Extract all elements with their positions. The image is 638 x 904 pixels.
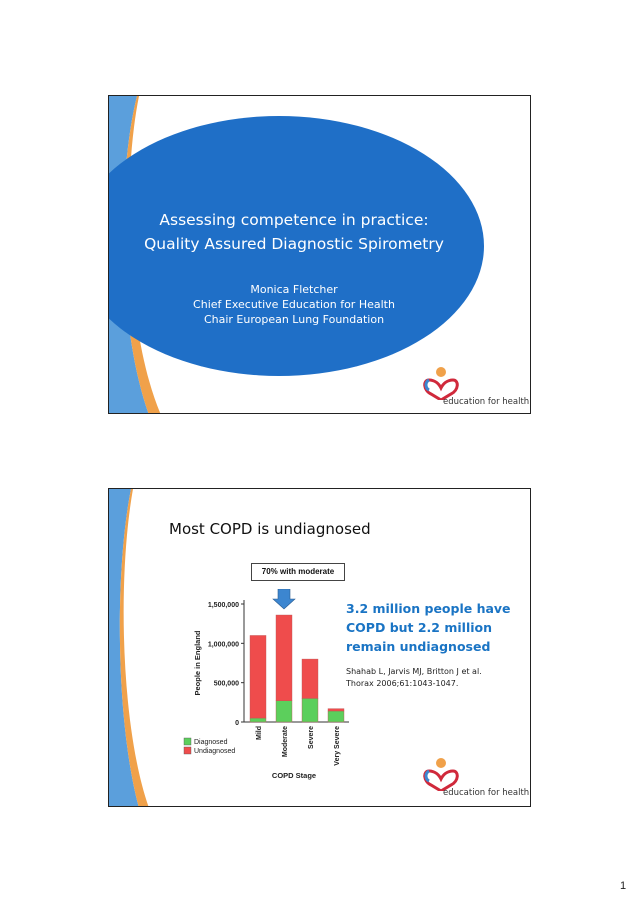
highlight-line-2: COPD but 2.2 million — [346, 620, 493, 635]
y-axis-label: People in England — [193, 630, 202, 696]
citation-line-1: Shahab L, Jarvis MJ, Britton J et al. — [346, 667, 482, 676]
y-tick-label: 1,500,000 — [207, 602, 239, 609]
slide-title: Most COPD is undiagnosed — [169, 520, 371, 538]
logo-text: education for health — [443, 788, 530, 798]
highlight-line-1: 3.2 million people have — [346, 601, 511, 616]
bar-diagnosed-severe — [302, 698, 318, 722]
bar-undiagnosed-moderate — [276, 615, 292, 701]
x-tick-label: Moderate — [282, 726, 289, 758]
bar-diagnosed-moderate — [276, 701, 292, 722]
copd-stage-chart — [179, 589, 349, 794]
education-for-health-logo — [421, 757, 531, 805]
x-tick-label: Severe — [308, 726, 315, 749]
author-block — [129, 282, 459, 327]
author-role-2: Chair European Lung Foundation — [203, 313, 385, 326]
education-for-health-logo — [421, 366, 531, 414]
title-line-1: Assessing competence in practice: — [159, 211, 429, 229]
bar-diagnosed-very-severe — [328, 711, 344, 722]
title-slide — [108, 95, 531, 414]
logo-text: education for health — [443, 397, 530, 407]
presentation-title — [129, 208, 459, 256]
heart-logo-icon — [421, 366, 461, 400]
y-tick-label: 0 — [235, 720, 239, 727]
page-number: 1 — [620, 880, 627, 892]
author-name: Monica Fletcher — [250, 283, 338, 296]
y-tick-label: 1,000,000 — [207, 641, 239, 649]
x-tick-label: Mild — [256, 726, 263, 740]
highlight-line-3: remain undiagnosed — [346, 639, 491, 654]
callout-box: 70% with moderate — [251, 563, 345, 581]
highlight-text — [346, 599, 526, 656]
author-role-1: Chief Executive Education for Health — [193, 298, 395, 311]
copd-slide — [108, 488, 531, 807]
down-arrow-icon — [273, 589, 295, 609]
x-axis-label: COPD Stage — [271, 771, 317, 780]
bar-undiagnosed-severe — [302, 659, 318, 698]
bar-diagnosed-mild — [250, 718, 266, 722]
bar-undiagnosed-mild — [250, 635, 266, 718]
heart-logo-icon — [421, 757, 461, 791]
y-tick-label: 500,000 — [213, 680, 239, 688]
legend-label-diagnosed: Diagnosed — [194, 739, 228, 746]
x-tick-label: Very Severe — [334, 726, 341, 766]
citation — [346, 666, 516, 690]
legend-swatch-diagnosed — [184, 738, 191, 745]
bar-undiagnosed-very-severe — [328, 709, 344, 711]
title-line-2: Quality Assured Diagnostic Spirometry — [144, 235, 444, 253]
legend-label-undiagnosed: Undiagnosed — [194, 748, 236, 755]
citation-line-2: Thorax 2006;61:1043-1047. — [346, 679, 459, 688]
legend-swatch-undiagnosed — [184, 747, 191, 754]
